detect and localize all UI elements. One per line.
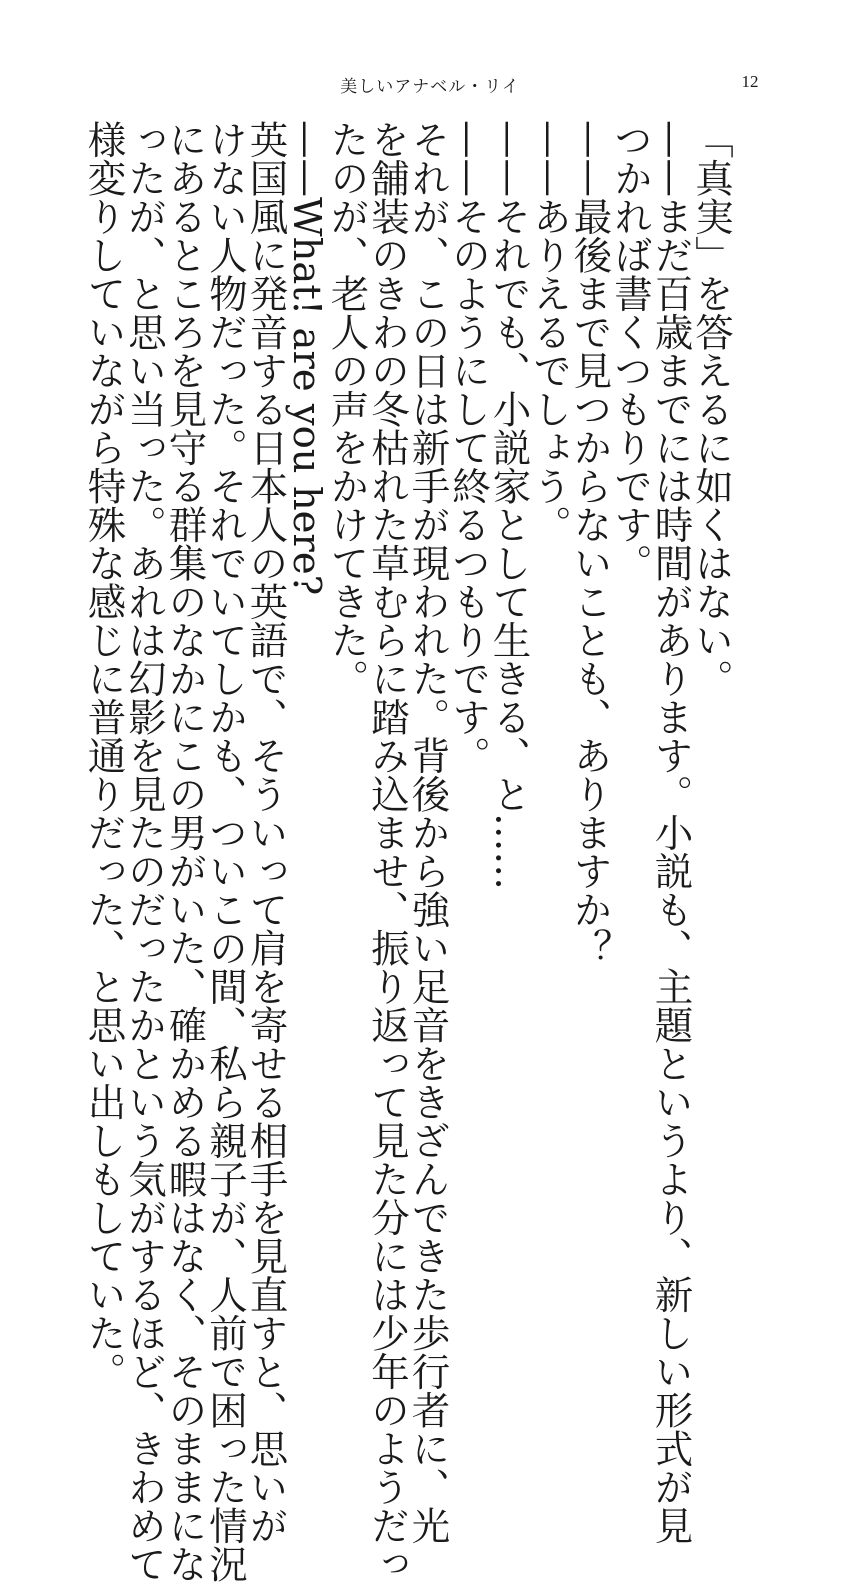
running-title: 美しいアナベル・リイ xyxy=(340,77,520,97)
text-line: ——まだ百歳までには時間があります。小説も、主題というより、新しい形式が見 xyxy=(648,120,694,1545)
text-line: 様変りしていながら特殊な感じに普通りだった、と思い出しもしていた。 xyxy=(81,120,127,1391)
text-line: ——最後まで見つからないことも、ありますか？ xyxy=(567,120,613,967)
page-number: 12 xyxy=(741,72,759,91)
text-line: それが、この日は新手が現われた。背後から強い足音をきざんできた歩行者に、光 xyxy=(405,120,451,1545)
text-line: ——そのようにして終るつもりです。 xyxy=(446,120,491,775)
text-line: ——What! are you here? xyxy=(284,120,329,596)
text-line: 「真実」を答えるに如くはない。 xyxy=(689,120,734,698)
text-line: ——それでも、小説家として生きる、と…… xyxy=(486,120,532,890)
text-line: ——ありえるでしょう。 xyxy=(527,120,572,544)
text-line: つかれば書くつもりです。 xyxy=(608,120,653,582)
text-line: にあるところを見守る群集のなかにこの男がいた、確かめる暇はなく、そのままにな xyxy=(162,120,208,1583)
text-line: を舗装のきわの冬枯れた草むらに踏み込ませ、振り返って見た分には少年のようだっ xyxy=(365,120,410,1583)
text-line: けない人物だった。それでいてしかも、ついこの間、私ら親子が、人前で困った情況 xyxy=(203,120,248,1583)
text-line: ったが、と思い当った。あれは幻影を見たのだったかという気がするほど、きわめて xyxy=(122,120,167,1583)
text-line: 英国風に発音する日本人の英語で、そういって肩を寄せる相手を見直すと、思いが xyxy=(243,120,289,1545)
vertical-body-text xyxy=(81,120,735,1583)
text-line: たのが、老人の声をかけてきた。 xyxy=(324,120,370,698)
